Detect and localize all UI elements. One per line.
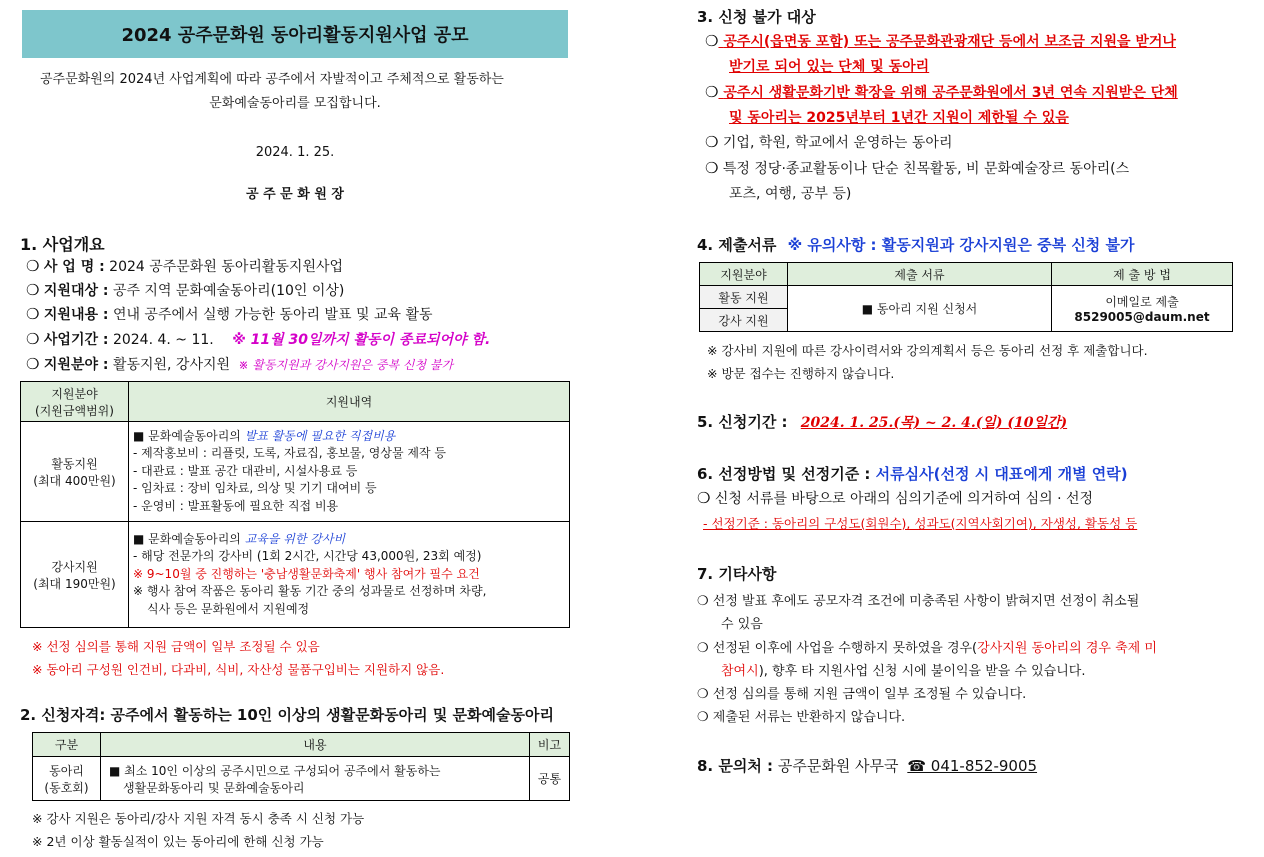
announcement-date: 2024. 1. 25. [255,145,335,160]
note: ※ 강사비 지원에 따른 강사이력서와 강의계획서 등은 동아리 선정 후 제출합니다. [707,343,1148,358]
table-header: 구분 [33,733,101,757]
note: ※ 방문 접수는 진행하지 않습니다. [707,366,895,381]
misc-item: ❍ 선정 심의를 통해 지원 금액이 일부 조정될 수 있습니다. [697,687,1027,702]
selection-item: ❍ 신청 서류를 바탕으로 아래의 심의기준에 의거하여 심의 · 선정 [697,489,1094,507]
overview-item: ❍ 지원내용 : 연내 공주에서 실행 가능한 동아리 발표 및 교육 활동 [26,305,433,323]
announcement-title: 2024 공주문화원 동아리활동지원사업 공모 [22,10,568,58]
note: ※ 강사 지원은 동아리/강사 지원 자격 동시 충족 시 신청 가능 [32,811,365,826]
table-row [21,522,570,628]
period-note: ※ 11월 30일까지 활동이 종료되어야 함. [232,332,491,348]
email-address: 8529005@daum.net [1074,310,1210,324]
section-6-heading: 6. 선정방법 및 선정기준 : 서류심사(선정 시 대표에게 개별 연락) [697,465,1128,483]
intro-line-1: 공주문화원의 2024년 사업계획에 따라 공주에서 자발적이고 주체적으로 활동하는 [40,72,504,87]
table-header: 지원내역 [129,382,570,422]
ineligible-item-cont: 및 동아리는 2025년부터 1년간 지원이 제한될 수 있음 [729,110,1069,126]
ineligible-item: ❍ 기업, 학원, 학교에서 운영하는 동아리 [705,133,953,151]
table-row [21,422,570,522]
overview-item: ❍ 지원대상 : 공주 지역 문화예술동아리(10인 이상) [26,281,345,299]
submission-table [699,262,1233,332]
table-row: 활동 지원 ■ 동아리 지원 신청서 이메일로 제출 8529005@daum.net [700,286,1233,309]
overview-item: ❍ 사업기간 : 2024. 4. ~ 11. ※ 11월 30일까지 활동이 종료되어야 함. [26,330,491,348]
support-type: 강사지원 (최대 190만원) [21,522,129,628]
table-header: 내용 [101,733,530,757]
table-row: 동아리 (동호회) ■ 최소 10인 이상의 공주시민으로 구성되어 공주에서 활동하는 생활문화동아리 및 문화예술동아리 공통 [33,757,570,801]
table-header: 지원분야 (지원금액범위) [21,382,129,422]
note: ※ 동아리 구성원 인건비, 다과비, 식비, 자산성 물품구입비는 지원하지 않음. [32,662,445,677]
issuer: 공 주 문 화 원 장 [246,187,344,202]
note: ※ 2년 이상 활동실적이 있는 동아리에 한해 신청 가능 [32,834,324,849]
field-note: ※ 활동지원과 강사지원은 중복 신청 불가 [238,358,454,372]
section-8-heading: 8. 문의처 : 공주문화원 사무국 ☎ 041-852-9005 [697,757,1038,775]
support-detail: ■ 문화예술동아리의 발표 활동에 필요한 직접비용 - 제작홍보비 : 리플릿, 도록, 자료집, 홍보물, 영상물 제작 등 - 대관료 : 발표 공간 대관비, 시설사용료 등 - 임차료 : 장비 임차료, 의상 및 기기 대여비 등 - 운영비 : 발표활동에 필요한 직접 비용 [129,422,570,522]
table-header: 지원분야 [700,263,788,286]
misc-item: ❍ 선정된 이후에 사업을 수행하지 못하였을 경우(강사지원 동아리의 경우 축제 미 [697,641,1157,656]
support-table [20,381,570,628]
table-row: 강사 지원 [700,309,1233,332]
application-period: 2024. 1. 25.(목) ~ 2. 4.(일) (10일간) [800,415,1068,431]
eligibility-table [32,732,570,801]
intro-line-2: 문화예술동아리를 모집합니다. [209,96,381,111]
ineligible-item-cont: 포츠, 여행, 공부 등) [729,186,852,202]
table-header: 제출 서류 [788,263,1052,286]
ineligible-item: ❍ 공주시(읍면동 포함) 또는 공주문화관광재단 등에서 보조금 지원을 받거나 [705,32,1176,50]
table-header: 제 출 방 법 [1052,263,1233,286]
section-4-heading: 4. 제출서류 ※ 유의사항 : 활동지원과 강사지원은 중복 신청 불가 [697,236,1135,254]
section-7-heading: 7. 기타사항 [697,565,777,583]
misc-item-cont: 수 있음 [721,617,763,632]
misc-item: ❍ 선정 발표 후에도 공모자격 조건에 미충족된 사항이 밝혀지면 선정이 취소될 [697,594,1140,609]
ineligible-item-cont: 받기로 되어 있는 단체 및 동아리 [729,59,930,75]
overview-item: ❍ 사 업 명 : 2024 공주문화원 동아리활동지원사업 [26,257,344,275]
contact-phone: ☎ 041-852-9005 [907,757,1038,775]
ineligible-item: ❍ 특정 정당·종교활동이나 단순 친목활동, 비 문화예술장르 동아리(스 [705,159,1130,177]
overview-item: ❍ 지원분야 : 활동지원, 강사지원 ※ 활동지원과 강사지원은 중복 신청 불가 [26,355,454,373]
misc-item: ❍ 제출된 서류는 반환하지 않습니다. [697,710,906,725]
selection-criteria: - 선정기준 : 동아리의 구성도(회원수), 성과도(지역사회기여), 자생성, 활동성 등 [703,516,1138,531]
note: ※ 선정 심의를 통해 지원 금액이 일부 조정될 수 있음 [32,639,320,654]
misc-item-cont: 참여시), 향후 타 지원사업 신청 시에 불이익을 받을 수 있습니다. [721,664,1086,679]
ineligible-item: ❍ 공주시 생활문화기반 확장을 위해 공주문화원에서 3년 연속 지원받은 단체 [705,83,1178,101]
support-detail: ■ 문화예술동아리의 교육을 위한 강사비 - 해당 전문가의 강사비 (1회 2시간, 시간당 43,000원, 23회 예정) ※ 9~10월 중 진행하는 '충남생활문화축제' 행사 참여가 필수 요건 ※ 행사 참여 작품은 동아리 활동 기간 중의 성과물로 선정하며 차량, 식사 등은 문화원에서 지원예정 [129,522,570,628]
section-3-heading: 3. 신청 불가 대상 [697,8,816,26]
section-1-heading: 1. 사업개요 [20,235,105,254]
section-2-heading: 2. 신청자격: 공주에서 활동하는 10인 이상의 생활문화동아리 및 문화예술동아리 [20,706,554,724]
table-header: 비고 [530,733,570,757]
section-5-heading: 5. 신청기간 : 2024. 1. 25.(목) ~ 2. 4.(일) (10일간) [697,413,1068,431]
support-type: 활동지원 (최대 400만원) [21,422,129,522]
